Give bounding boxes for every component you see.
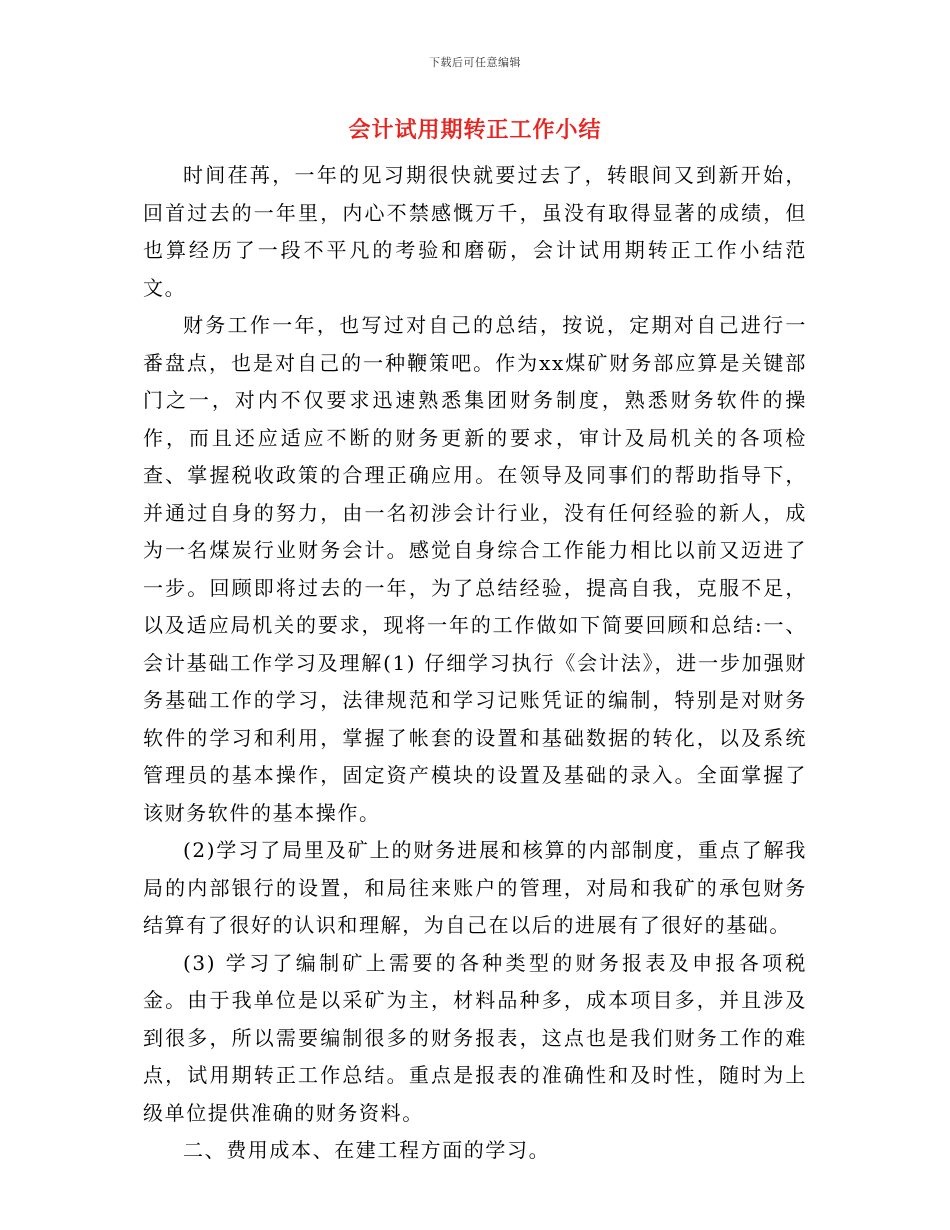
document-title: 会计试用期转正工作小结 bbox=[348, 117, 602, 143]
paragraph-section-2-heading: 二、费用成本、在建工程方面的学习。 bbox=[183, 1138, 551, 1162]
paragraph-intro: 时间荏苒，一年的见习期很快就要过去了，转眼间又到新开始，回首过去的一年里，内心不禁感慨万千，虽没有取得显著的成绩，但也算经历了一段不平凡的考验和磨砺，会计试用期转正工作小结范文。 bbox=[143, 163, 807, 300]
document-body bbox=[143, 157, 807, 1170]
paragraph-work-summary: 财务工作一年，也写过对自己的总结，按说，定期对自己进行一番盘点，也是对自己的一种鞭策吧。作为xx煤矿财务部应算是关键部门之一，对内不仅要求迅速熟悉集团财务制度，熟悉财务软件的操作，而且还应适应不断的财务更新的要求，审计及局机关的各项检查、掌握税收政策的合理正确应用。在领导及同事们的帮助指导下，并通过自身的努力，由一名初涉会计行业，没有任何经验的新人，成为一名煤炭行业财务会计。感觉自身综合工作能力相比以前又迈进了一步。回顾即将过去的一年，为了总结经验，提高自我，克服不足，以及适应局机关的要求，现将一年的工作做如下简要回顾和总结:一、 会计基础工作学习及理解(1) 仔细学习执行《会计法》，进一步加强财务基础工作的学习，法律规范和学习记账凭证的编制，特别是对财务软件的学习和利用，掌握了帐套的设置和基础数据的转化，以及系统管理员的基本操作，固定资产模块的设置及基础的录入。全面掌握了该财务软件的基本操作。 bbox=[143, 313, 807, 825]
paragraph-item-3: (3) 学习了编制矿上需要的各种类型的财务报表及申报各项税金。由于我单位是以采矿为主，材料品种多，成本项目多，并且涉及到很多，所以需要编制很多的财务报表，这点也是我们财务工作的难点，试用期转正工作总结。重点是报表的准确性和及时性，随时为上级单位提供准确的财务资料。 bbox=[143, 950, 807, 1125]
paragraph-item-2: (2)学习了局里及矿上的财务进展和核算的内部制度，重点了解我局的内部银行的设置，和局往来账户的管理，对局和我矿的承包财务结算有了很好的认识和理解，为自己在以后的进展有了很好的基础。 bbox=[143, 838, 807, 937]
header-note: 下载后可任意编辑 bbox=[429, 56, 521, 69]
